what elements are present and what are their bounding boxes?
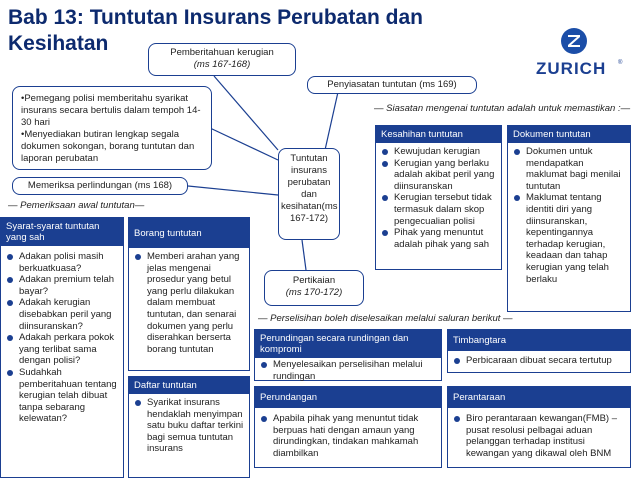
note-item: •Menyediakan butiran lengkap segala dokumen sokongan, borang tuntutan dan laporan perubatan — [21, 129, 195, 164]
investigation-label: Penyiasatan tuntutan (ms 169) — [327, 79, 457, 90]
settlement-label: Pertikaian — [292, 275, 336, 286]
registered-mark: ® — [618, 60, 623, 66]
list-item: Dokumen untuk mendapatkan maklumat bagi menilai tuntutan — [512, 146, 626, 192]
list-item: Kerugian yang berlaku adalah akibat peril yang diinsuranskan — [380, 158, 497, 193]
claim-list-box — [128, 376, 250, 478]
ombudsman-box — [447, 386, 631, 468]
center-bubble — [278, 148, 340, 240]
investigation-bubble — [307, 76, 477, 94]
notification-ref: (ms 167-168) — [193, 59, 251, 70]
dispute-caption: — Perselisihan boleh diselesaikan melalui saluran berikut — — [258, 313, 513, 324]
check-label: Memeriksa perlindungan (ms 168) — [27, 180, 173, 191]
list-item: Menyelesaikan perselisihan melalui rundingan — [259, 359, 437, 382]
validity-box — [375, 125, 502, 270]
negotiation-title: Perundingan secara rundingan dan kompromi — [255, 330, 441, 358]
list-item: Maklumat tentang identiti diri yang diinsuranskan, kepentingannya terhadap kerugian, keadaan dan tahap kerugian yang telah berlaku — [512, 192, 626, 285]
arbitration-title: Timbangtara — [448, 330, 630, 351]
notification-bubble — [148, 43, 296, 76]
claim-form-box — [128, 217, 250, 371]
negotiation-box — [254, 329, 442, 381]
page-title: Bab 13: Tuntutan Insurans Perubatan dan Kesihatan — [8, 6, 423, 55]
notification-label: Pemberitahuan kerugian — [170, 47, 274, 58]
list-item: Adakan polisi masih berkuatkuasa? — [5, 251, 119, 274]
note-item: •Pemegang polisi memberitahu syarikat insurans secara bertulis dalam tempoh 14-30 hari — [21, 93, 201, 128]
settlement-ref: (ms 170-172) — [285, 287, 343, 298]
list-item: Kerugian tersebut tidak termasuk dalam skop pengecualian polisi — [380, 192, 497, 227]
list-item: Adakah perkara pokok yang terlibat sama dengan polisi? — [5, 332, 119, 367]
ombudsman-title: Perantaraan — [448, 387, 630, 408]
mediation-box — [254, 386, 442, 468]
list-item: Memberi arahan yang jelas mengenai prosedur yang betul yang perlu dilakukan dalam membuat tuntutan, dan senarai dokumen yang perlu diserahkan berserta borang tuntutan — [133, 251, 245, 355]
notes-bubble — [12, 86, 212, 170]
conditions-title: Syarat-syarat tuntutan yang sah — [1, 218, 123, 246]
center-label: Tuntutan insurans perubatan dan kesihatan(ms 167-172) — [281, 153, 338, 224]
arbitration-box — [447, 329, 631, 373]
settlement-bubble — [264, 270, 364, 306]
list-item: Kewujudan kerugian — [380, 146, 497, 158]
list-item: Adakah kerugian disebabkan peril yang diinsuranskan? — [5, 297, 119, 332]
claim-list-title: Daftar tuntutan — [129, 377, 249, 394]
claim-form-title: Borang tuntutan — [129, 218, 249, 248]
conditions-box — [0, 217, 124, 478]
mediation-title: Perundangan — [255, 387, 441, 408]
documents-box — [507, 125, 631, 312]
list-item: Sudahkah pemberitahuan tentang kerugian telah dibuat tanpa sebarang kelewatan? — [5, 367, 119, 425]
list-item: Apabila pihak yang menuntut tidak berpuas hati dengan amaun yang dirundingkan, tindakan mahkamah diambilkan — [259, 413, 437, 459]
check-bubble — [12, 177, 188, 195]
validity-title: Kesahihan tuntutan — [376, 126, 501, 143]
list-item: Perbicaraan dibuat secara tertutup — [452, 355, 626, 367]
zurich-logo-text: ZURICH — [536, 59, 607, 78]
list-item: Adakan premium telah bayar? — [5, 274, 119, 297]
list-item: Syarikat insurans hendaklah menyimpan satu buku daftar terkini bagi semua tuntutan insurans — [133, 397, 245, 455]
documents-title: Dokumen tuntutan — [508, 126, 630, 143]
list-item: Biro perantaraan kewangan(FMB) – pusat resolusi pelbagai aduan pelanggan terhadap institusi kewangan yang dikawal oleh BNM — [452, 413, 626, 459]
initial-check-caption: — Pemeriksaan awal tuntutan— — [8, 200, 145, 211]
investigation-caption: — Siasatan mengenai tuntutan adalah untuk memastikan :— — [374, 103, 631, 114]
list-item: Pihak yang menuntut adalah pihak yang sah — [380, 227, 497, 250]
